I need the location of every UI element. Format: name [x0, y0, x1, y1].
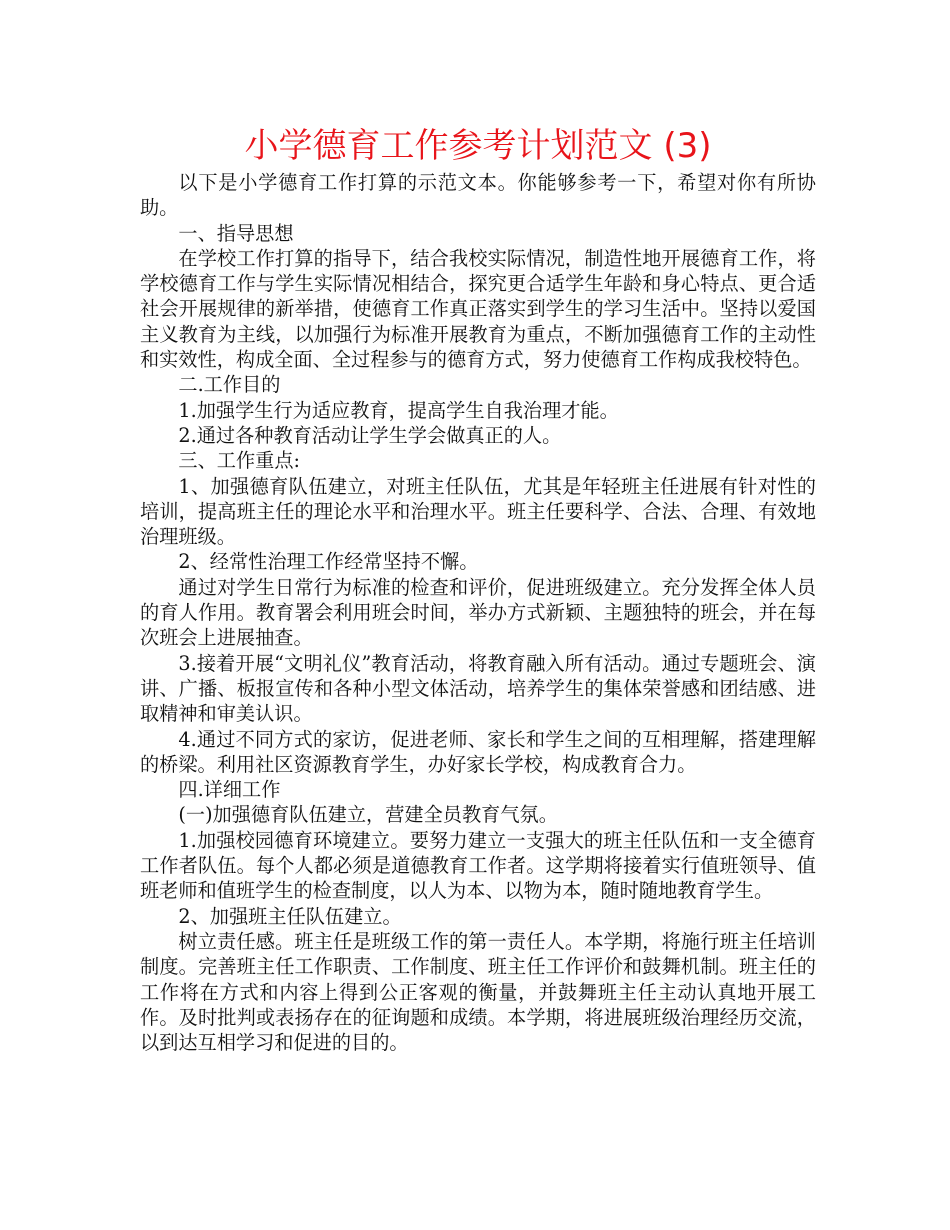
- heading-work-objectives: 二.工作目的: [178, 373, 281, 397]
- subheading-team-building: (一)加强德育队伍建立，营建全员教育气氛。: [178, 803, 558, 827]
- document-title: 小学德育工作参考计划范文 (3): [244, 126, 712, 166]
- heading-work-focus: 三、工作重点:: [178, 449, 300, 473]
- list-item-campus-environment: 1.加强校园德育环境建立。要努力建立一支强大的班主任队伍和一支全德育工作者队伍。每个人都必须是道德教育工作者。这学期将接着实行值班领导、值班老师和值班学生的检查制度，以人为本、以物为本，随时随地教育学生。: [140, 828, 816, 903]
- paragraph-responsibility: 树立责任感。班主任是班级工作的第一责任人。本学期，将施行班主任培训制度。完善班主任工作职责、工作制度、班主任工作评价和鼓舞机制。班主任的工作将在方式和内容上得到公正客观的衡量，并鼓舞班主任主动认真地开展工作。及时批判或表扬存在的征询题和成绩。本学期，将进展班级治理经历交流，以到达互相学习和促进的目的。: [140, 929, 816, 1055]
- document-page: [140, 122, 816, 1055]
- heading-detailed-work: 四.详细工作: [178, 778, 281, 802]
- paragraph-daily-management: 通过对学生日常行为标准的检查和评价，促进班级建立。充分发挥全体人员的育人作用。教育署会利用班会时间，举办方式新颖、主题独特的班会，并在每次班会上进展抽查。: [140, 575, 816, 650]
- list-item-objective-2: 2.通过各种教育活动让学生学会做真正的人。: [178, 423, 562, 447]
- list-item-focus-2: 2、经常性治理工作经常坚持不懈。: [178, 550, 479, 574]
- document-body: [140, 170, 816, 1055]
- list-item-focus-1: 1、加强德育队伍建立，对班主任队伍，尤其是年轻班主任进展有针对性的培训，提高班主任的理论水平和治理水平。班主任要科学、合法、合理、有效地治理班级。: [140, 474, 816, 549]
- paragraph-guiding-ideology: 在学校工作打算的指导下，结合我校实际情况，制造性地开展德育工作，将学校德育工作与学生实际情况相结合，探究更合适学生年龄和身心特点、更合适社会开展规律的新举措，使德育工作真正落实到学生的学习生活中。坚持以爱国主义教育为主线，以加强行为标准开展教育为重点，不断加强德育工作的主动性和实效性，构成全面、全过程参与的德育方式，努力使德育工作构成我校特色。: [140, 246, 816, 372]
- paragraph-intro: 以下是小学德育工作打算的示范文本。你能够参考一下，希望对你有所协助。: [140, 171, 816, 220]
- list-item-focus-3: 3.接着开展“文明礼仪”教育活动，将教育融入所有活动。通过专题班会、演讲、广播、板报宣传和各种小型文体活动，培养学生的集体荣誉感和团结感、进取精神和审美认识。: [140, 651, 816, 726]
- list-item-focus-4: 4.通过不同方式的家访，促进老师、家长和学生之间的互相理解，搭建理解的桥梁。利用社区资源教育学生，办好家长学校，构成教育合力。: [140, 727, 816, 776]
- list-item-head-teacher-team: 2、加强班主任队伍建立。: [178, 904, 402, 928]
- list-item-objective-1: 1.加强学生行为适应教育，提高学生自我治理才能。: [178, 398, 619, 422]
- heading-guiding-ideology: 一、指导思想: [178, 221, 294, 245]
